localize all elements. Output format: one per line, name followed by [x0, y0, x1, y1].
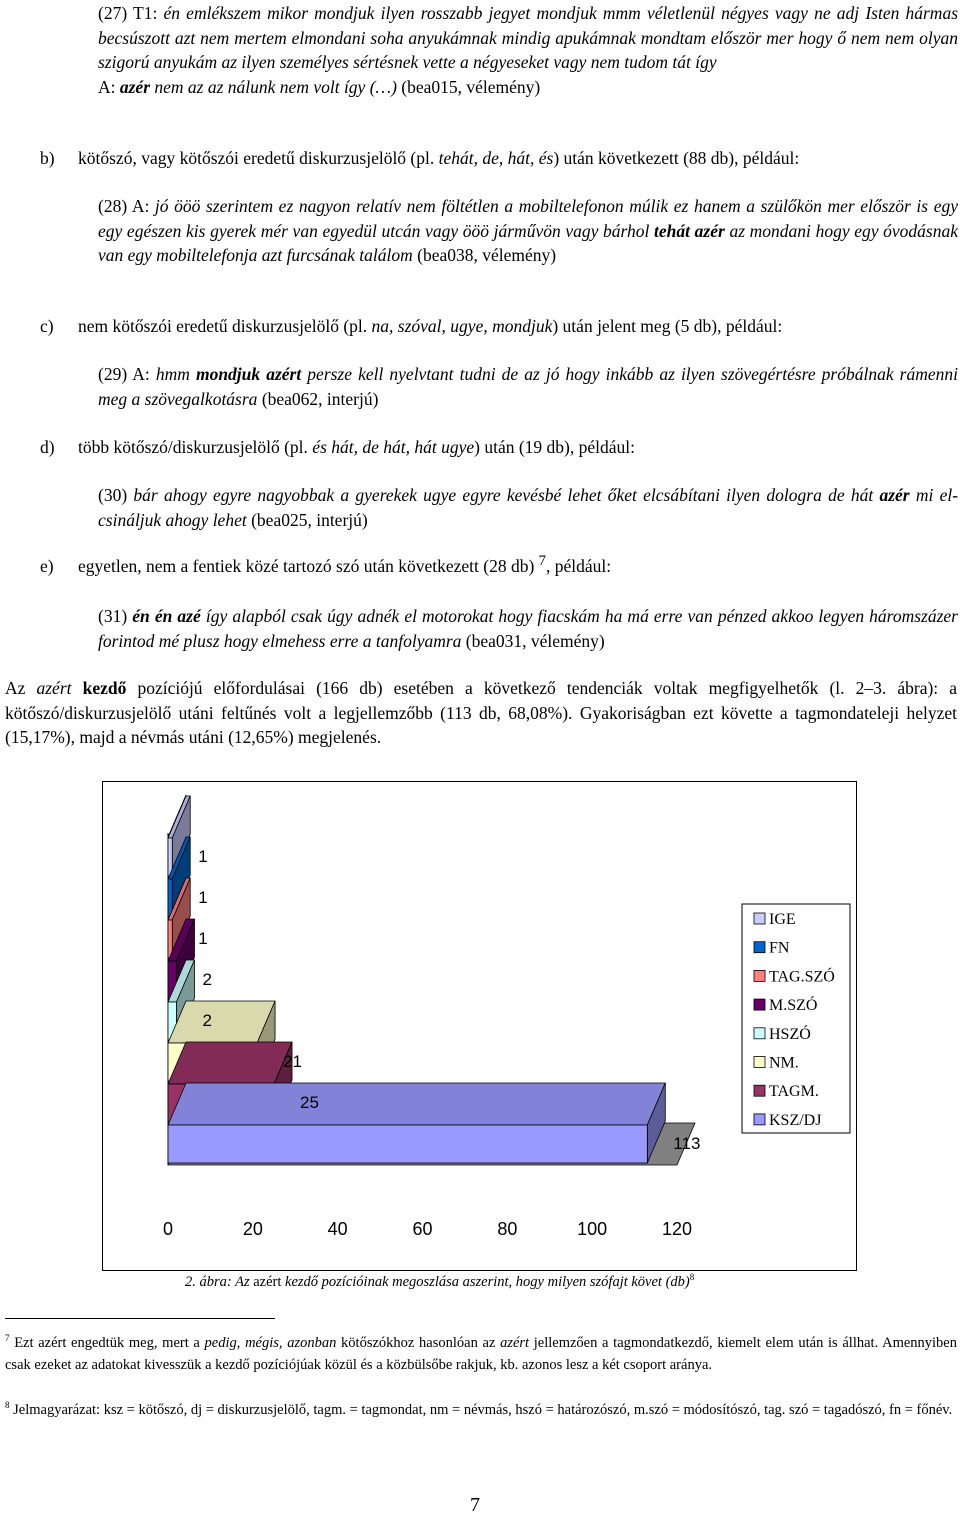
footnote-text: jellemzően a tagmondatkezdő, kiemelt elem után is állhat. Amennyiben csak ezeket az adatokat kivesszük a kezdő pozíciójúak közül és a közbülsőbe rakjuk, kb. azonos lesz a két csoport aránya. — [5, 1335, 957, 1373]
data-label: 1 — [198, 929, 208, 948]
footnote-separator — [5, 1318, 275, 1319]
footnote-number: 8 — [5, 1400, 10, 1411]
bar-ksz-dj — [168, 1083, 665, 1163]
example-31 — [98, 604, 958, 653]
list-item-d — [40, 435, 960, 460]
legend-label: IGE — [769, 911, 796, 928]
x-tick-label: 60 — [412, 1219, 433, 1239]
legend-swatch — [754, 1085, 765, 1096]
data-label: 113 — [673, 1134, 701, 1153]
list-examples: és hát, de hát, hát ugye — [312, 437, 475, 457]
legend-label: NM. — [769, 1054, 799, 1072]
bar-top-face — [168, 1001, 275, 1043]
list-text: ) után jelent meg (5 db), például: — [552, 316, 783, 336]
legend-label: TAG.SZÓ — [769, 968, 835, 986]
caption-term: azért — [253, 1274, 282, 1290]
footnote-marker: 8 — [689, 1272, 695, 1283]
bar-top-face — [168, 1083, 665, 1125]
list-item-c — [40, 314, 960, 339]
footnote-8 — [5, 1400, 957, 1422]
example-reference: (bea038, vélemény) — [417, 245, 557, 265]
figure-caption — [185, 1274, 694, 1291]
speaker-label: T1: — [133, 3, 158, 23]
footnote-text: kötőszókhoz hasonlóan az — [341, 1335, 496, 1351]
paragraph-text: Az — [5, 678, 26, 698]
legend-swatch — [754, 1057, 765, 1068]
highlighted-word: tehát azér — [654, 220, 725, 241]
footnote-marker: 7 — [538, 553, 546, 570]
list-label: d) — [40, 437, 55, 457]
footnote-text: Ezt azért engedtük meg, mert a — [14, 1335, 200, 1351]
bar-front-face — [168, 1125, 647, 1163]
highlighted-word: azér — [879, 485, 910, 505]
legend-label: M.SZÓ — [769, 997, 818, 1015]
footnote-text: Jelmagyarázat: ksz = kötőszó, dj = diskurzusjelölő, tagm. = tagmondat, nm = névmás, hszó = határozószó, m.szó = módosítószó, tag. szó = tagadószó, fn = főnév. — [13, 1402, 953, 1418]
legend-label: HSZÓ — [769, 1025, 811, 1043]
list-item-e — [40, 554, 960, 579]
example-28 — [98, 194, 958, 268]
example-text: én emlékszem mikor mondjuk ilyen rosszabb jegyet mondjuk mmm véletlenül négyes vagy ne adj Isten hármas becsúszott azt nem mertem elmondani soha anyukámnak mindig apukámnak mondtam először mer hogy ő nem nem olyan szigorú anyukám az ilyen személyes sértésnek vette a négyeseket vagy nem tudom tát így — [98, 3, 959, 72]
x-tick-label: 40 — [327, 1219, 348, 1239]
example-text: az mondani hogy egy óvodásnak van egy mobiltelefonja azt furcsának találom — [98, 220, 959, 265]
list-text: , például: — [545, 556, 612, 576]
example-reference: (bea015, vélemény) — [401, 76, 541, 97]
footnote-term: azért — [500, 1335, 530, 1351]
example-number: (27) — [98, 3, 128, 23]
legend-swatch — [754, 1028, 765, 1039]
speaker-label: A: — [131, 196, 150, 216]
legend-label: TAGM. — [769, 1083, 819, 1101]
data-label: 1 — [198, 888, 208, 907]
legend-label: KSZ/DJ — [769, 1111, 822, 1129]
speaker-label: A: — [132, 364, 150, 384]
footnote-7 — [5, 1333, 957, 1376]
data-label: 2 — [202, 970, 212, 989]
example-29 — [98, 362, 958, 411]
caption-text: 2. ábra: Az — [185, 1274, 250, 1290]
example-text: jó ööö szerintem ez nagyon relatív nem föltétlen a mobiltelefonon múlik ez hanem a szülőkön mer először is egy egy egészen kis gyerek mér van egyedül utcán vagy ööö járművön vagy bárhol — [98, 196, 958, 241]
x-tick-label: 20 — [242, 1219, 263, 1239]
data-label: 21 — [283, 1052, 302, 1071]
example-text: nem az az nálunk nem volt így (…) — [154, 76, 397, 97]
list-examples: tehát, de, hát, és — [438, 148, 554, 168]
legend-label: FN — [769, 939, 790, 957]
example-27 — [98, 1, 958, 99]
footnote-number: 7 — [5, 1333, 10, 1344]
list-label: c) — [40, 316, 54, 336]
legend-swatch — [754, 999, 765, 1010]
highlighted-word: én én azé — [132, 606, 201, 626]
x-tick-label: 0 — [162, 1219, 174, 1239]
paragraph-term: azért — [36, 678, 72, 698]
example-reference: (bea025, interjú) — [251, 509, 368, 530]
example-text: persze kell nyelvtant tudni de az jó hogy inkább az ilyen szövegértésre próbálnak rámenni meg a szövegalkotásra — [98, 364, 959, 409]
list-examples: na, szóval, ugye, mondjuk — [371, 316, 553, 336]
example-reference: (bea062, interjú) — [261, 388, 379, 409]
speaker-label: A: — [98, 76, 116, 97]
bar-chart — [102, 781, 857, 1271]
list-label: e) — [40, 556, 54, 576]
paragraph-emphasis: kezdő — [82, 678, 127, 698]
bar-top-face — [168, 1042, 292, 1084]
data-label: 2 — [202, 1011, 212, 1030]
example-text: mi el- csináljuk ahogy lehet — [98, 485, 959, 530]
list-text: kötőszó, vagy kötőszói eredetű diskurzusjelölő (pl. — [78, 148, 435, 168]
example-text: hmm — [155, 364, 190, 384]
footnote-term: pedig, mégis, azonban — [204, 1335, 337, 1351]
data-label: 1 — [198, 847, 208, 866]
highlighted-word: azér — [119, 76, 151, 97]
example-text: bár ahogy egyre nagyobbak a gyerekek ugye egyre kevésbé lehet őket elcsábítani ilyen dologra de hát — [133, 485, 874, 505]
x-tick-label: 120 — [661, 1219, 693, 1239]
example-number: (28) — [98, 196, 128, 216]
example-text: így alapból csak úgy adnék el motorokat hogy fiacskám ha má erre van pénzed akkoo legyen háromszázer forintod mé plusz hogy elmehess erre a tanfolyamra — [98, 606, 958, 651]
x-tick-label: 80 — [497, 1219, 518, 1239]
list-label: b) — [40, 148, 55, 168]
legend-swatch — [754, 1114, 765, 1125]
list-text: ) után következett (88 db), például: — [553, 148, 800, 168]
list-text: ) után (19 db), például: — [474, 437, 635, 457]
legend-swatch — [754, 913, 765, 924]
list-text: egyetlen, nem a fentiek közé tartozó szó után következett (28 db) — [78, 556, 535, 576]
example-number: (29) — [98, 364, 128, 384]
page-number: 7 — [470, 1494, 480, 1516]
legend-swatch — [754, 970, 765, 981]
example-reference: (bea031, vélemény) — [465, 630, 605, 651]
list-text: több kötőszó/diskurzusjelölő (pl. — [78, 437, 308, 457]
example-number: (30) — [98, 485, 128, 505]
list-text: nem kötőszói eredetű diskurzusjelölő (pl. — [78, 316, 368, 336]
legend-swatch — [754, 942, 765, 953]
body-paragraph — [5, 676, 957, 750]
example-number: (31) — [98, 606, 128, 626]
data-label: 25 — [300, 1093, 319, 1112]
x-tick-label: 100 — [577, 1219, 608, 1239]
highlighted-word: mondjuk azért — [195, 364, 302, 384]
list-item-b — [40, 146, 960, 171]
paragraph-text: pozíciójú előfordulásai (166 db) esetében a következő tendenciák voltak megfigyelhetők (l. 2–3. ábra): a kötőszó/diskurzusjelölő utáni feltűnés volt a legjellemzőbb (113 db, 68,08%). Gyakoriságban ezt követte a tagmondateleji helyzet (15,17%), majd a névmás utáni (12,65%) megjelenés. — [5, 678, 958, 747]
example-30 — [98, 483, 958, 532]
caption-text: kezdő pozícióinak megoszlása aszerint, hogy milyen szófajt követ (db) — [285, 1274, 690, 1290]
